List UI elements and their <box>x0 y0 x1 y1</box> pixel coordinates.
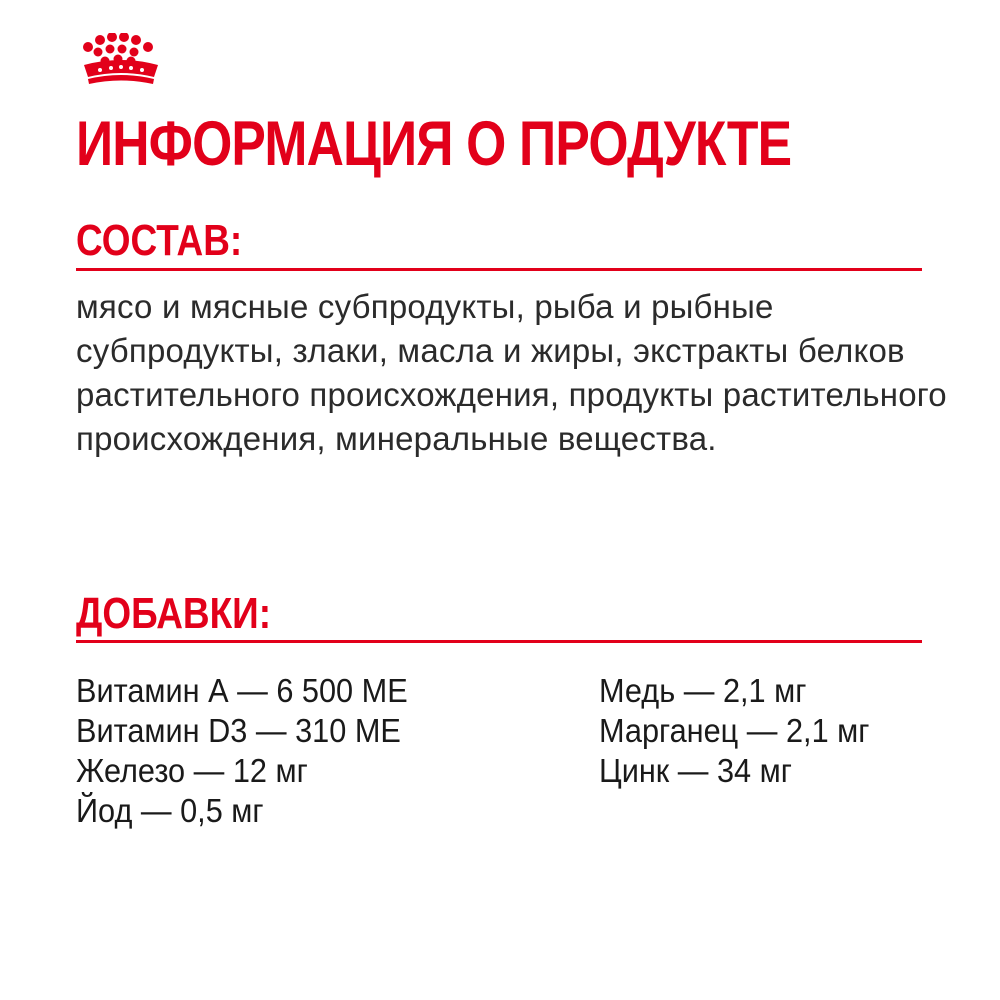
page-title: ИНФОРМАЦИЯ О ПРОДУКТЕ <box>76 109 792 179</box>
composition-divider <box>76 268 922 271</box>
composition-text: мясо и мясные субпродукты, рыба и рыбные субпродукты, злаки, масла и жиры, экстракты белков растительного происхождения, продукты растительного происхождения, минеральные вещества. <box>76 288 947 457</box>
additives-list-right <box>599 671 890 791</box>
composition-heading: СОСТАВ: <box>76 216 243 265</box>
additive-item: Витамин А — 6 500 МЕ <box>76 672 408 709</box>
additive-item: Марганец — 2,1 мг <box>599 712 870 749</box>
additive-item: Медь — 2,1 мг <box>599 672 807 709</box>
additive-item: Йод — 0,5 мг <box>76 792 264 829</box>
additive-item: Цинк — 34 мг <box>599 752 792 789</box>
additive-item: Железо — 12 мг <box>76 752 308 789</box>
additives-heading: ДОБАВКИ: <box>76 589 272 638</box>
crown-icon <box>78 33 164 85</box>
additives-list-left <box>76 671 433 831</box>
additives-divider <box>76 640 922 643</box>
additive-item: Витамин D3 — 310 МЕ <box>76 712 401 749</box>
